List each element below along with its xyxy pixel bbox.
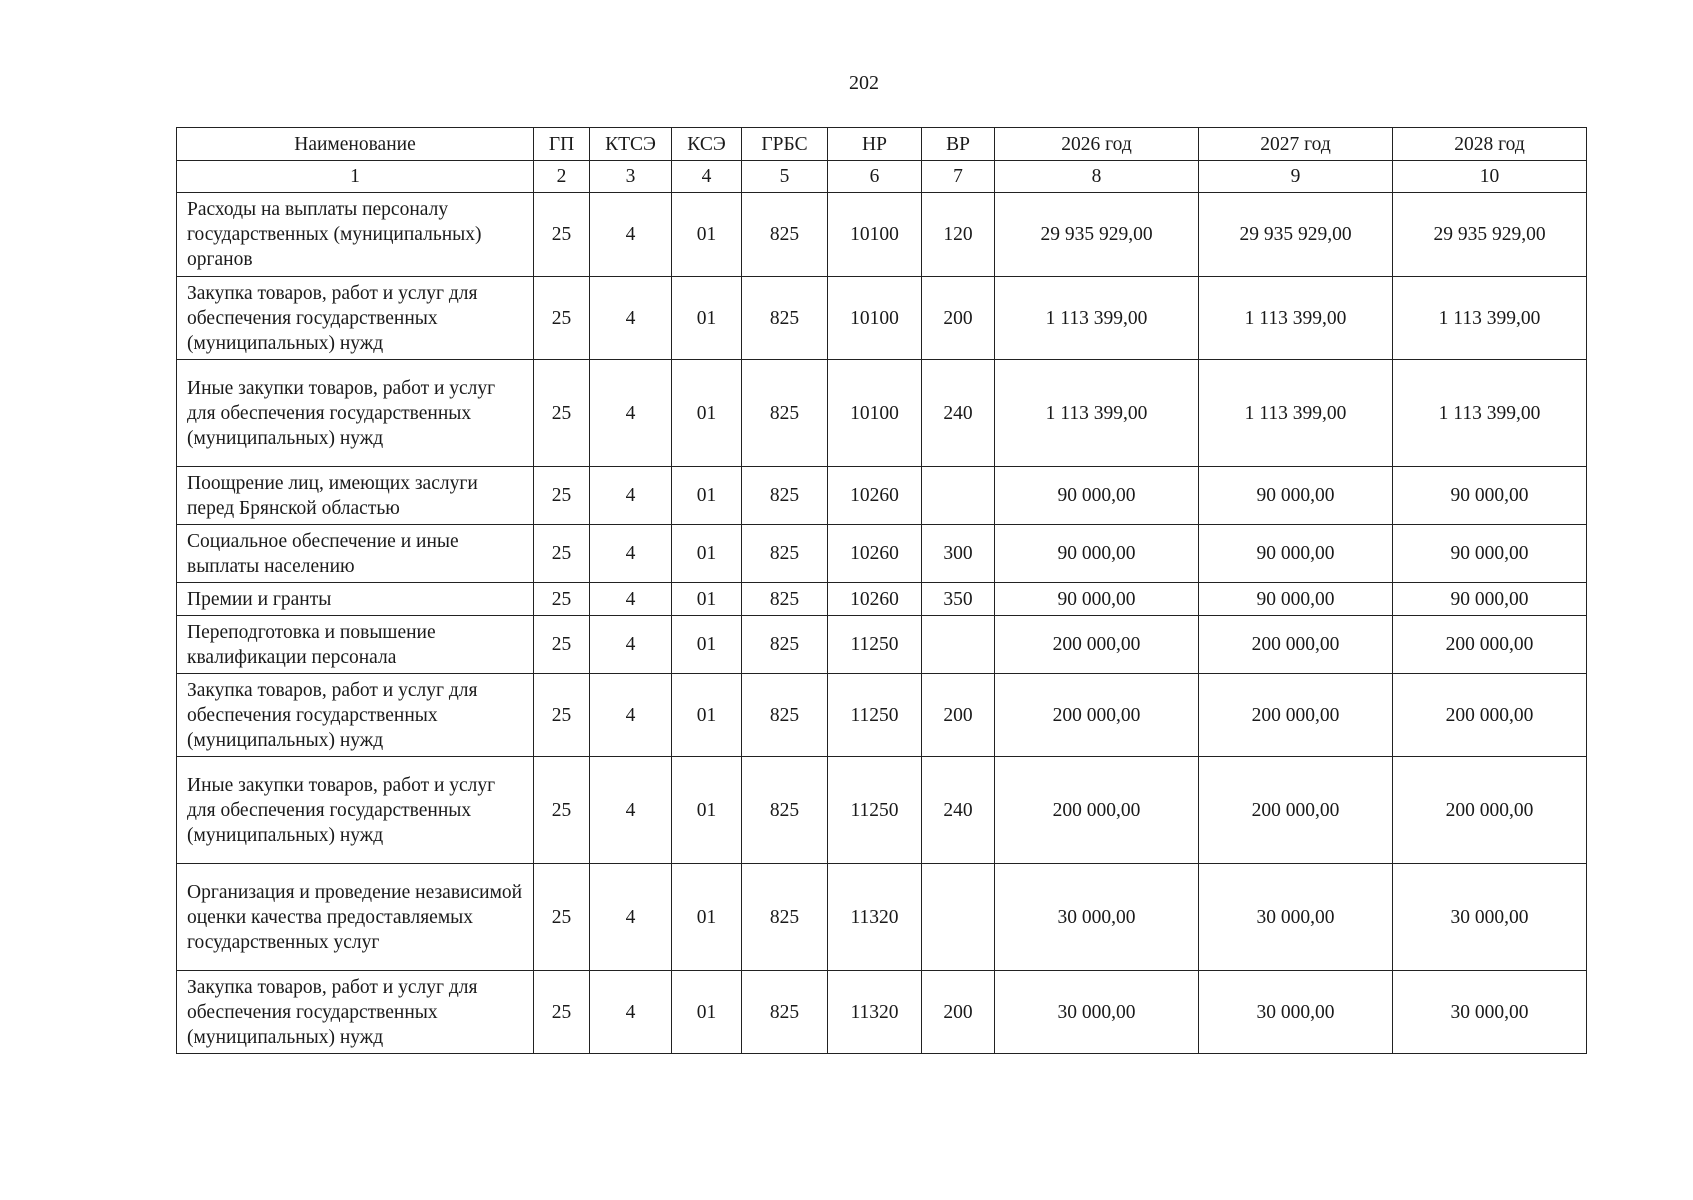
- cell-year-2027: 30 000,00: [1199, 864, 1393, 971]
- cell-year-2028: 90 000,00: [1393, 467, 1587, 525]
- cell-year-2027: 200 000,00: [1199, 757, 1393, 864]
- cell-kse: 01: [672, 583, 742, 616]
- table-row: [177, 971, 1587, 1054]
- cell-year-2028: 200 000,00: [1393, 616, 1587, 674]
- cell-kse: 01: [672, 864, 742, 971]
- cell-year-2028: 1 113 399,00: [1393, 360, 1587, 467]
- cell-name: Закупка товаров, работ и услуг для обеспечения государственных (муниципальных) нужд: [177, 277, 534, 360]
- header-gp: ГП: [534, 128, 590, 161]
- table-row: [177, 757, 1587, 864]
- cell-gp: 25: [534, 467, 590, 525]
- cell-year-2026: 90 000,00: [995, 525, 1199, 583]
- cell-name: Иные закупки товаров, работ и услуг для обеспечения государственных (муниципальных) нужд: [177, 360, 534, 467]
- header-ktse: КТСЭ: [590, 128, 672, 161]
- cell-nr: 11250: [828, 674, 922, 757]
- cell-ktse: 4: [590, 360, 672, 467]
- cell-year-2027: 90 000,00: [1199, 467, 1393, 525]
- cell-vr: [922, 864, 995, 971]
- header-vr: ВР: [922, 128, 995, 161]
- table-row: [177, 864, 1587, 971]
- cell-name: Премии и гранты: [177, 583, 534, 616]
- column-number: 4: [672, 161, 742, 193]
- cell-ktse: 4: [590, 971, 672, 1054]
- cell-vr: 350: [922, 583, 995, 616]
- page-number: 202: [849, 72, 879, 94]
- cell-name: Организация и проведение независимой оценки качества предоставляемых государственных услуг: [177, 864, 534, 971]
- cell-grbs: 825: [742, 277, 828, 360]
- cell-name: Закупка товаров, работ и услуг для обеспечения государственных (муниципальных) нужд: [177, 674, 534, 757]
- cell-year-2026: 200 000,00: [995, 616, 1199, 674]
- header-year-2026: 2026 год: [995, 128, 1199, 161]
- cell-vr: 240: [922, 360, 995, 467]
- cell-kse: 01: [672, 277, 742, 360]
- cell-year-2026: 90 000,00: [995, 583, 1199, 616]
- cell-ktse: 4: [590, 277, 672, 360]
- cell-ktse: 4: [590, 757, 672, 864]
- cell-vr: 240: [922, 757, 995, 864]
- cell-year-2028: 30 000,00: [1393, 971, 1587, 1054]
- cell-nr: 11320: [828, 864, 922, 971]
- cell-nr: 11250: [828, 757, 922, 864]
- cell-year-2026: 30 000,00: [995, 864, 1199, 971]
- column-number: 1: [177, 161, 534, 193]
- header-year-2027: 2027 год: [1199, 128, 1393, 161]
- cell-name: Поощрение лиц, имеющих заслуги перед Брянской областью: [177, 467, 534, 525]
- cell-gp: 25: [534, 360, 590, 467]
- cell-grbs: 825: [742, 525, 828, 583]
- cell-ktse: 4: [590, 674, 672, 757]
- cell-nr: 10100: [828, 193, 922, 277]
- cell-gp: 25: [534, 583, 590, 616]
- cell-year-2028: 90 000,00: [1393, 525, 1587, 583]
- cell-grbs: 825: [742, 674, 828, 757]
- header-nr: НР: [828, 128, 922, 161]
- cell-kse: 01: [672, 971, 742, 1054]
- cell-year-2027: 1 113 399,00: [1199, 277, 1393, 360]
- cell-year-2028: 1 113 399,00: [1393, 277, 1587, 360]
- cell-vr: [922, 467, 995, 525]
- cell-year-2027: 200 000,00: [1199, 616, 1393, 674]
- budget-table: [176, 127, 1587, 1054]
- column-number-row: [177, 161, 1587, 193]
- cell-kse: 01: [672, 674, 742, 757]
- cell-vr: 300: [922, 525, 995, 583]
- table-row: [177, 193, 1587, 277]
- cell-kse: 01: [672, 525, 742, 583]
- table-header-row: [177, 128, 1587, 161]
- cell-grbs: 825: [742, 583, 828, 616]
- cell-grbs: 825: [742, 193, 828, 277]
- header-grbs: ГРБС: [742, 128, 828, 161]
- cell-year-2028: 200 000,00: [1393, 674, 1587, 757]
- cell-gp: 25: [534, 971, 590, 1054]
- cell-name: Расходы на выплаты персоналу государственных (муниципальных) органов: [177, 193, 534, 277]
- cell-nr: 10260: [828, 583, 922, 616]
- column-number: 3: [590, 161, 672, 193]
- cell-kse: 01: [672, 757, 742, 864]
- column-number: 9: [1199, 161, 1393, 193]
- cell-name: Закупка товаров, работ и услуг для обеспечения государственных (муниципальных) нужд: [177, 971, 534, 1054]
- cell-gp: 25: [534, 525, 590, 583]
- table-row: [177, 467, 1587, 525]
- column-number: 7: [922, 161, 995, 193]
- column-number: 6: [828, 161, 922, 193]
- cell-grbs: 825: [742, 467, 828, 525]
- cell-nr: 11320: [828, 971, 922, 1054]
- cell-kse: 01: [672, 467, 742, 525]
- table-row: [177, 674, 1587, 757]
- table-row: [177, 525, 1587, 583]
- cell-name: Иные закупки товаров, работ и услуг для обеспечения государственных (муниципальных) нужд: [177, 757, 534, 864]
- cell-vr: 200: [922, 674, 995, 757]
- cell-gp: 25: [534, 193, 590, 277]
- cell-vr: [922, 616, 995, 674]
- cell-vr: 200: [922, 971, 995, 1054]
- cell-year-2027: 1 113 399,00: [1199, 360, 1393, 467]
- cell-year-2028: 29 935 929,00: [1393, 193, 1587, 277]
- column-number: 8: [995, 161, 1199, 193]
- cell-gp: 25: [534, 757, 590, 864]
- cell-name: Социальное обеспечение и иные выплаты населению: [177, 525, 534, 583]
- cell-year-2027: 30 000,00: [1199, 971, 1393, 1054]
- cell-year-2027: 200 000,00: [1199, 674, 1393, 757]
- cell-grbs: 825: [742, 757, 828, 864]
- cell-vr: 200: [922, 277, 995, 360]
- cell-nr: 10260: [828, 467, 922, 525]
- cell-year-2026: 29 935 929,00: [995, 193, 1199, 277]
- table-row: [177, 583, 1587, 616]
- table-row: [177, 277, 1587, 360]
- cell-year-2026: 30 000,00: [995, 971, 1199, 1054]
- cell-year-2026: 1 113 399,00: [995, 277, 1199, 360]
- table-row: [177, 616, 1587, 674]
- cell-nr: 10100: [828, 277, 922, 360]
- cell-year-2028: 30 000,00: [1393, 864, 1587, 971]
- cell-grbs: 825: [742, 864, 828, 971]
- cell-year-2028: 90 000,00: [1393, 583, 1587, 616]
- cell-nr: 11250: [828, 616, 922, 674]
- cell-gp: 25: [534, 277, 590, 360]
- cell-year-2026: 90 000,00: [995, 467, 1199, 525]
- cell-year-2026: 200 000,00: [995, 674, 1199, 757]
- cell-grbs: 825: [742, 360, 828, 467]
- cell-ktse: 4: [590, 525, 672, 583]
- cell-grbs: 825: [742, 971, 828, 1054]
- cell-year-2026: 200 000,00: [995, 757, 1199, 864]
- cell-kse: 01: [672, 616, 742, 674]
- cell-year-2027: 90 000,00: [1199, 525, 1393, 583]
- cell-year-2027: 29 935 929,00: [1199, 193, 1393, 277]
- cell-kse: 01: [672, 193, 742, 277]
- cell-nr: 10100: [828, 360, 922, 467]
- cell-nr: 10260: [828, 525, 922, 583]
- cell-year-2028: 200 000,00: [1393, 757, 1587, 864]
- cell-ktse: 4: [590, 583, 672, 616]
- header-name: Наименование: [177, 128, 534, 161]
- cell-ktse: 4: [590, 864, 672, 971]
- cell-gp: 25: [534, 616, 590, 674]
- cell-vr: 120: [922, 193, 995, 277]
- header-kse: КСЭ: [672, 128, 742, 161]
- column-number: 2: [534, 161, 590, 193]
- column-number: 10: [1393, 161, 1587, 193]
- cell-name: Переподготовка и повышение квалификации персонала: [177, 616, 534, 674]
- cell-ktse: 4: [590, 467, 672, 525]
- cell-year-2026: 1 113 399,00: [995, 360, 1199, 467]
- cell-year-2027: 90 000,00: [1199, 583, 1393, 616]
- cell-ktse: 4: [590, 193, 672, 277]
- cell-gp: 25: [534, 864, 590, 971]
- header-year-2028: 2028 год: [1393, 128, 1587, 161]
- column-number: 5: [742, 161, 828, 193]
- cell-gp: 25: [534, 674, 590, 757]
- cell-grbs: 825: [742, 616, 828, 674]
- cell-ktse: 4: [590, 616, 672, 674]
- table-row: [177, 360, 1587, 467]
- cell-kse: 01: [672, 360, 742, 467]
